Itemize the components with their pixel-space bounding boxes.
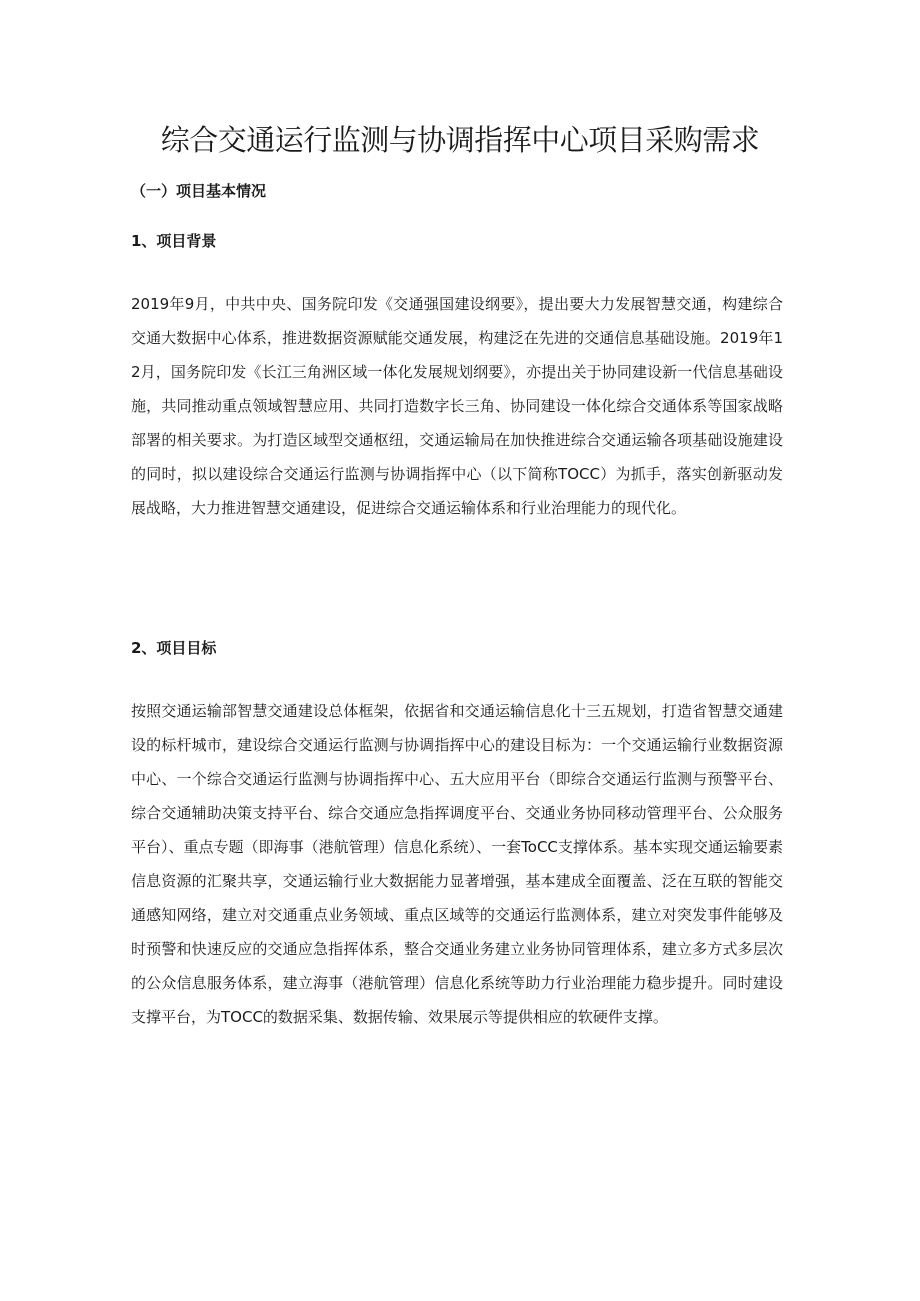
paragraph-project-goal: 按照交通运输部智慧交通建设总体框架，依据省和交通运输信息化十三五规划，打造省智慧交通建设的标杆城市，建设综合交通运行监测与协调指挥中心的建设目标为：一个交通运输行业数据资源中心、一个综合交通运行监测与协调指挥中心、五大应用平台（即综合交通运行监测与预警平台、综合交通辅助决策支持平台、综合交通应急指挥调度平台、交通业务协同移动管理平台、公众服务平台）、重点专题（即海事（港航管理）信息化系统）、一套ToCC支撑体系。基本实现交通运输要素信息资源的汇聚共享，交通运输行业大数据能力显著增强，基本建成全面覆盖、泛在互联的智能交通感知网络，建立对交通重点业务领域、重点区域等的交通运行监测体系，建立对突发事件能够及时预警和快速反应的交通应急指挥体系，整合交通业务建立业务协同管理体系，建立多方式多层次的公众信息服务体系，建立海事（港航管理）信息化系统等助力行业治理能力稳步提升。同时建设支撑平台，为TOCC的数据采集、数据传输、效果展示等提供相应的软硬件支撑。: [131, 702, 783, 1026]
subheading-project-background: 1、项目背景: [131, 232, 217, 250]
paragraph-project-background: 2019年9月，中共中央、国务院印发《交通强国建设纲要》，提出要大力发展智慧交通，构建综合交通大数据中心体系，推进数据资源赋能交通发展，构建泛在先进的交通信息基础设施。2019年12月，国务院印发《长江三角洲区域一体化发展规划纲要》，亦提出关于协同建设新一代信息基础设施，共同推动重点领域智慧应用、共同打造数字长三角、协同建设一体化综合交通体系等国家战略部署的相关要求。为打造区域型交通枢纽，交通运输局在加快推进综合交通运输各项基础设施建设的同时，拟以建设综合交通运行监测与协调指挥中心（以下简称TOCC）为抓手，落实创新驱动发展战略，大力推进智慧交通建设，促进综合交通运输体系和行业治理能力的现代化。: [131, 295, 783, 517]
section-heading-basic-info: （一）项目基本情况: [131, 182, 267, 200]
subheading-project-goal: 2、项目目标: [131, 639, 217, 657]
document-title: 综合交通运行监测与协调指挥中心项目采购需求: [160, 123, 760, 157]
